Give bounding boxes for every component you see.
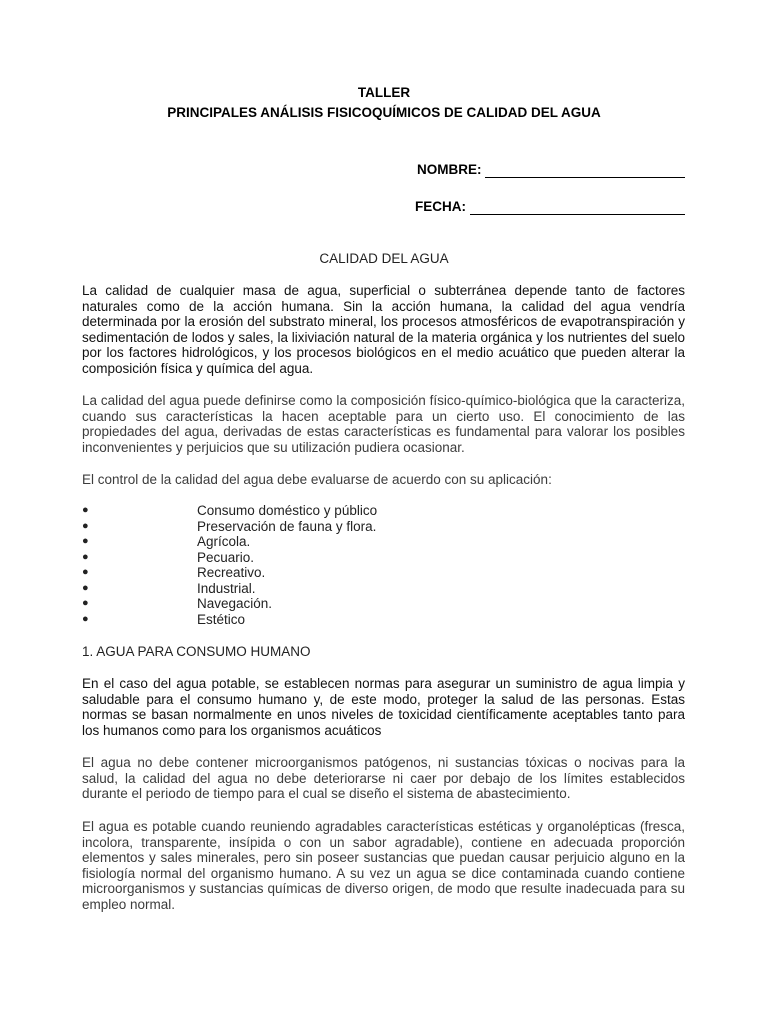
nombre-blank-line: [485, 177, 685, 178]
paragraph: El agua es potable cuando reuniendo agradables características estéticas y organolépticas (fresca, incolora, transparente, insípida o con un sabor agradable), contiene en adecuada proporción elementos y sales minerales, pero sin poseer sustancias que puedan causar perjuicio alguno en la fisiología normal del organismo humano. A su vez un agua se dice contaminada cuando contiene microorganismos y sustancias químicas de diverso origen, de modo que resulte inadecuada para su empleo normal.: [82, 819, 685, 912]
paragraph: En el caso del agua potable, se establecen normas para asegurar un suministro de agua limpia y saludable para el consumo humano y, de este modo, proteger la salud de las personas. Estas normas se basan normalmente en unos niveles de toxicidad científicamente aceptables tanto para los humanos como para los organismos acuáticos: [82, 676, 685, 738]
nombre-label: NOMBRE:: [417, 162, 482, 177]
fecha-blank-line: [470, 214, 685, 215]
fecha-label: FECHA:: [415, 199, 466, 214]
bullet-icon: ●: [82, 519, 89, 532]
paragraph: El agua no debe contener microorganismos patógenos, ni sustancias tóxicas o nocivas para la salud, la calidad del agua no debe deteriorarse ni caer por debajo de los límites establecidos durante el periodo de tiempo para el cual se diseño el sistema de abastecimiento.: [82, 755, 685, 802]
nombre-field: [417, 162, 685, 177]
bullet-icon: ●: [82, 550, 89, 563]
paragraph: La calidad del agua puede definirse como la composición físico-químico-biológica que la caracteriza, cuando sus características la hacen aceptable para un cierto uso. El conocimiento de las propiedades del agua, derivadas de estas características es fundamental para valorar los posibles inconvenientes y perjuicios que su utilización pudiera ocasionar.: [82, 393, 685, 455]
paragraph: El control de la calidad del agua debe evaluarse de acuerdo con su aplicación:: [82, 472, 552, 487]
doc-subtitle: PRINCIPALES ANÁLISIS FISICOQUÍMICOS DE CALIDAD DEL AGUA: [167, 105, 601, 120]
paragraph: La calidad de cualquier masa de agua, superficial o subterránea depende tanto de factores naturales como de la acción humana. Sin la acción humana, la calidad del agua vendría determinada por la erosión del substrato mineral, los procesos atmosféricos de evapotranspiración y sedimentación de lodos y sales, la lixiviación natural de la materia orgánica y los nutrientes del suelo por los factores hidrológicos, y los procesos biológicos en el medio acuático que pueden alterar la composición física y química del agua.: [82, 283, 685, 376]
bullet-icon: ●: [82, 535, 89, 547]
bullet-icon: ●: [82, 504, 89, 516]
fecha-field: [415, 199, 685, 214]
section-1-heading: 1. AGUA PARA CONSUMO HUMANO: [82, 644, 311, 659]
bullet-icon: ●: [82, 597, 89, 609]
section-title: CALIDAD DEL AGUA: [319, 251, 449, 266]
document-page: TALLER PRINCIPALES ANÁLISIS FISICOQUÍMICOS DE CALIDAD DEL AGUA NOMBRE: FECHA: CALIDAD DEL AGUA La calidad de cualquier masa de agua, superficial o subterránea depende tanto de factores naturales como de la acción humana. Sin la acción humana, la calidad del agua vendría determinada por la erosión del substrato mineral, los procesos atmosféricos de evapotranspiración y sedimentación de lodos y sales, la lixiviación natural de la materia orgánica y los nutrientes del suelo por los factores hidrológicos, y los procesos biológicos en el medio acuático que pueden alterar la composición física y química del agua. La calidad del agua puede definirse como la composición físico-químico-biológica que la caracteriza, cuando sus características la hacen aceptable para un cierto uso. El conocimiento de las propiedades del agua, derivadas de estas características es fundamental para valorar los posibles inconvenientes y perjuicios que su utilización pudiera ocasionar. El control de la calidad del agua debe evaluarse de acuerdo con su aplicación: ● Consumo doméstico y público ● Preservación de fauna y flora. ● Agrícola. ● Pecuario. ● Recreativo. ● Industrial. ● Navegación. ● Estético 1. AGUA PARA CONSUMO HUMANO En el caso del agua potable, se establecen normas para asegurar un suministro de agua limpia y saludable para el consumo humano y, de este modo, proteger la salud de las personas. Estas normas se basan normalmente en unos niveles de toxicidad científicamente aceptables tanto para los humanos como para los organismos acuáticos El agua no debe contener microorganismos patógenos, ni sustancias tóxicas o nocivas para la salud, la calidad del agua no debe deteriorarse ni caer por debajo de los límites establecidos durante el periodo de tiempo para el cual se diseño el sistema de abastecimiento. El agua es potable cuando reuniendo agradables características estéticas y organolépticas (fresca, incolora, transparente, insípida o con un sabor agradable), contiene en adecuada proporción elementos y sales minerales, pero sin poseer sustancias que puedan causar perjuicio alguno en la fisiología normal del organismo humano. A su vez un agua se dice contaminada cuando contiene microorganismos y sustancias químicas de diverso origen, de modo que resulte inadecuada para su empleo normal.: [0, 0, 768, 1024]
bullet-icon: ●: [82, 566, 89, 578]
doc-title: TALLER: [357, 85, 411, 100]
bullet-icon: ●: [82, 581, 89, 594]
bullet-icon: ●: [82, 612, 89, 625]
